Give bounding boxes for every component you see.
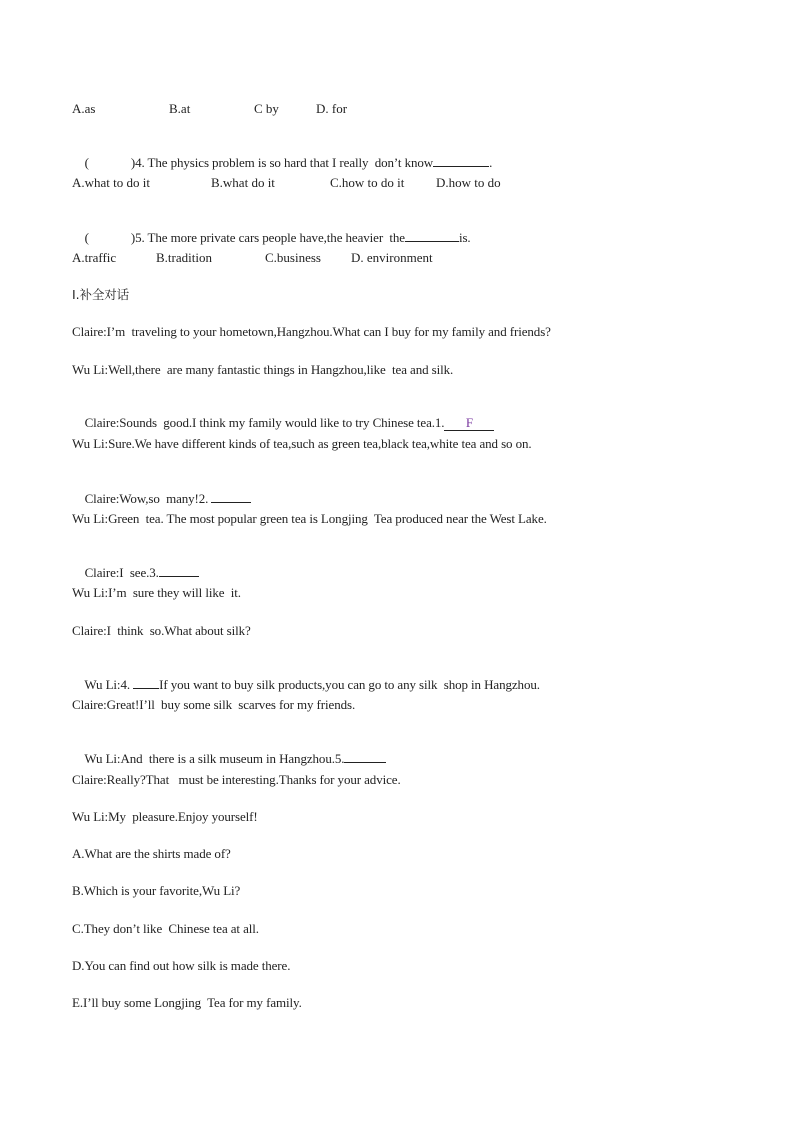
choice-e: E.I’ll buy some Longjing Tea for my family.	[72, 995, 302, 1010]
blank-5[interactable]	[344, 750, 386, 763]
dialogue-line-14: Wu Li:My pleasure.Enjoy yourself!	[72, 809, 258, 824]
q4-text: 4. The physics problem is so hard that I really don’t know	[135, 155, 434, 170]
dialogue-line-5-text: Claire:Wow,so many!2.	[84, 491, 212, 506]
q5-close-paren: )	[130, 230, 136, 245]
dialogue-line-9: Claire:I think so.What about silk?	[72, 623, 251, 638]
q5-text: 5. The more private cars people have,the heavier the	[135, 230, 405, 245]
q5-option-b: B.tradition	[156, 250, 212, 265]
choice-a: A.What are the shirts made of?	[72, 846, 231, 861]
blank-4[interactable]	[133, 676, 159, 689]
q3-option-d: D. for	[316, 101, 348, 116]
q3-option-a: A.as	[72, 101, 96, 116]
dialogue-line-4: Wu Li:Sure.We have different kinds of tea,such as green tea,black tea,white tea and so on.	[72, 436, 532, 451]
blank-3[interactable]	[159, 564, 199, 577]
dialogue-line-7-text: Claire:I see.3.	[84, 565, 159, 580]
blank-2[interactable]	[211, 490, 251, 503]
q5-option-d: D. environment	[351, 250, 433, 265]
q5-option-c: C.business	[265, 250, 321, 265]
choice-c: C.They don’t like Chinese tea at all.	[72, 921, 259, 936]
q5-option-a: A.traffic	[72, 250, 117, 265]
choice-d: D.You can find out how silk is made there.	[72, 958, 291, 973]
q4-option-c: C.how to do it	[330, 175, 405, 190]
q5-open-paren: (	[84, 230, 89, 245]
dialogue-line-2: Wu Li:Well,there are many fantastic things in Hangzhou,like tea and silk.	[72, 362, 454, 377]
section-heading: Ⅰ.补全对话	[72, 287, 130, 302]
q5-blank[interactable]	[405, 229, 459, 242]
q4-end: .	[489, 155, 493, 170]
q4-close-paren: )	[130, 155, 136, 170]
q3-option-b: B.at	[169, 101, 191, 116]
choice-b: B.Which is your favorite,Wu Li?	[72, 883, 241, 898]
dialogue-line-6: Wu Li:Green tea. The most popular green tea is Longjing Tea produced near the West Lake.	[72, 511, 547, 526]
q4-open-paren: (	[84, 155, 89, 170]
q3-option-c: C by	[254, 101, 279, 116]
q4-blank[interactable]	[433, 154, 489, 167]
dialogue-line-10-rest: If you want to buy silk products,you can go to any silk shop in Hangzhou.	[159, 677, 540, 692]
dialogue-line-8: Wu Li:I’m sure they will like it.	[72, 585, 241, 600]
dialogue-line-3-text: Claire:Sounds good.I think my family would like to try Chinese tea.1.	[84, 415, 445, 430]
dialogue-line-1: Claire:I’m traveling to your hometown,Hangzhou.What can I buy for my family and friends?	[72, 324, 551, 339]
q4-option-d: D.how to do	[436, 175, 501, 190]
dialogue-line-13: Claire:Really?That must be interesting.Thanks for your advice.	[72, 772, 401, 787]
dialogue-line-10-text: Wu Li:4.	[84, 677, 134, 692]
answer-1[interactable]: F	[444, 416, 494, 431]
q4-option-a: A.what to do it	[72, 175, 150, 190]
dialogue-line-11: Claire:Great!I’ll buy some silk scarves for my friends.	[72, 697, 356, 712]
q4-option-b: B.what do it	[211, 175, 275, 190]
dialogue-line-12-text: Wu Li:And there is a silk museum in Hangzhou.5.	[84, 751, 345, 766]
q5-end: is.	[458, 230, 471, 245]
